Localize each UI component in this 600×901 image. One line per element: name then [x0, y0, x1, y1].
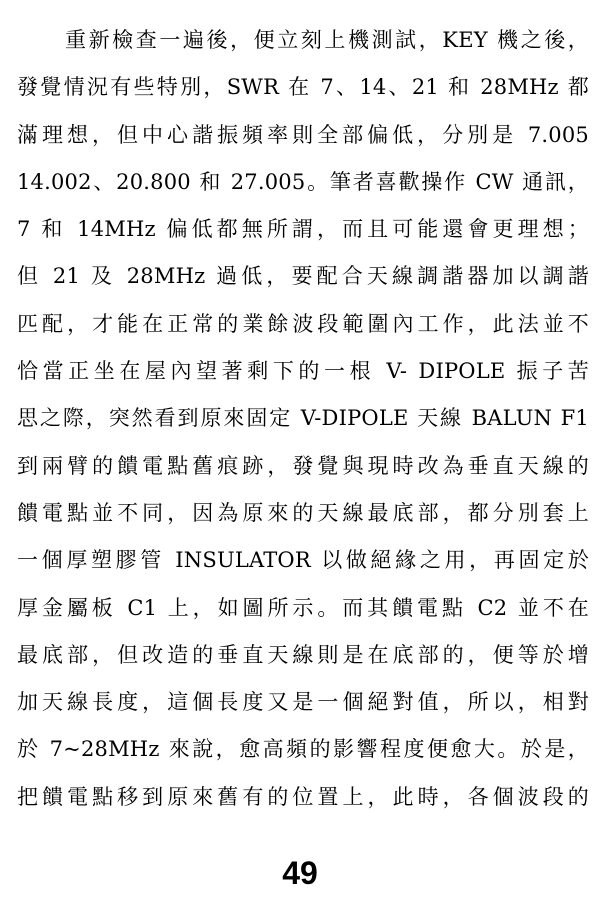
text-line-15: 加天線長度，這個長度又是一個絕對值，所以，相對: [17, 690, 589, 715]
text-line-12: 一個厚塑膠管 INSULATOR 以做絕緣之用，再固定於: [17, 548, 589, 573]
text-line-14: 最底部，但改造的垂直天線則是在底部的，便等於增: [17, 642, 589, 667]
text-line-3: 滿理想，但中心諧振頻率則全部偏低，分別是 7.005: [17, 122, 589, 147]
text-line-6: 但 21 及 28MHz 過低，要配合天線調諧器加以調諧: [17, 264, 589, 289]
text-line-11: 饋電點並不同，因為原來的天線最底部，都分別套上: [17, 500, 589, 525]
text-line-2: 發覺情況有些特別，SWR 在 7、14、21 和 28MHz 都: [17, 75, 589, 100]
text-line-9: 思之際，突然看到原來固定 V-DIPOLE 天線 BALUN F1: [17, 406, 589, 431]
text-line-17: 把饋電點移到原來舊有的位置上，此時，各個波段的: [17, 784, 589, 809]
text-line-1: 重新檢查一遍後，便立刻上機測試，KEY 機之後，: [65, 28, 589, 52]
text-line-4: 14.002、20.800 和 27.005。筆者喜歡操作 CW 通訊，: [17, 169, 589, 194]
text-line-13: 厚金屬板 C1 上，如圖所示。而其饋電點 C2 並不在: [17, 595, 589, 620]
text-line-7: 匹配，才能在正常的業餘波段範圍內工作，此法並不: [17, 311, 589, 336]
text-line-10: 到兩臂的饋電點舊痕跡，發覺與現時改為垂直天線的: [17, 453, 589, 478]
page-number: 49: [282, 855, 318, 891]
text-line-8: 恰當正坐在屋內望著剩下的一根 V- DIPOLE 振子苦: [17, 359, 589, 384]
text-line-16: 於 7~28MHz 來說，愈高頻的影響程度便愈大。於是，: [17, 737, 589, 762]
body-text: [17, 17, 589, 821]
text-line-5: 7 和 14MHz 偏低都無所謂，而且可能還會更理想；: [17, 217, 589, 242]
